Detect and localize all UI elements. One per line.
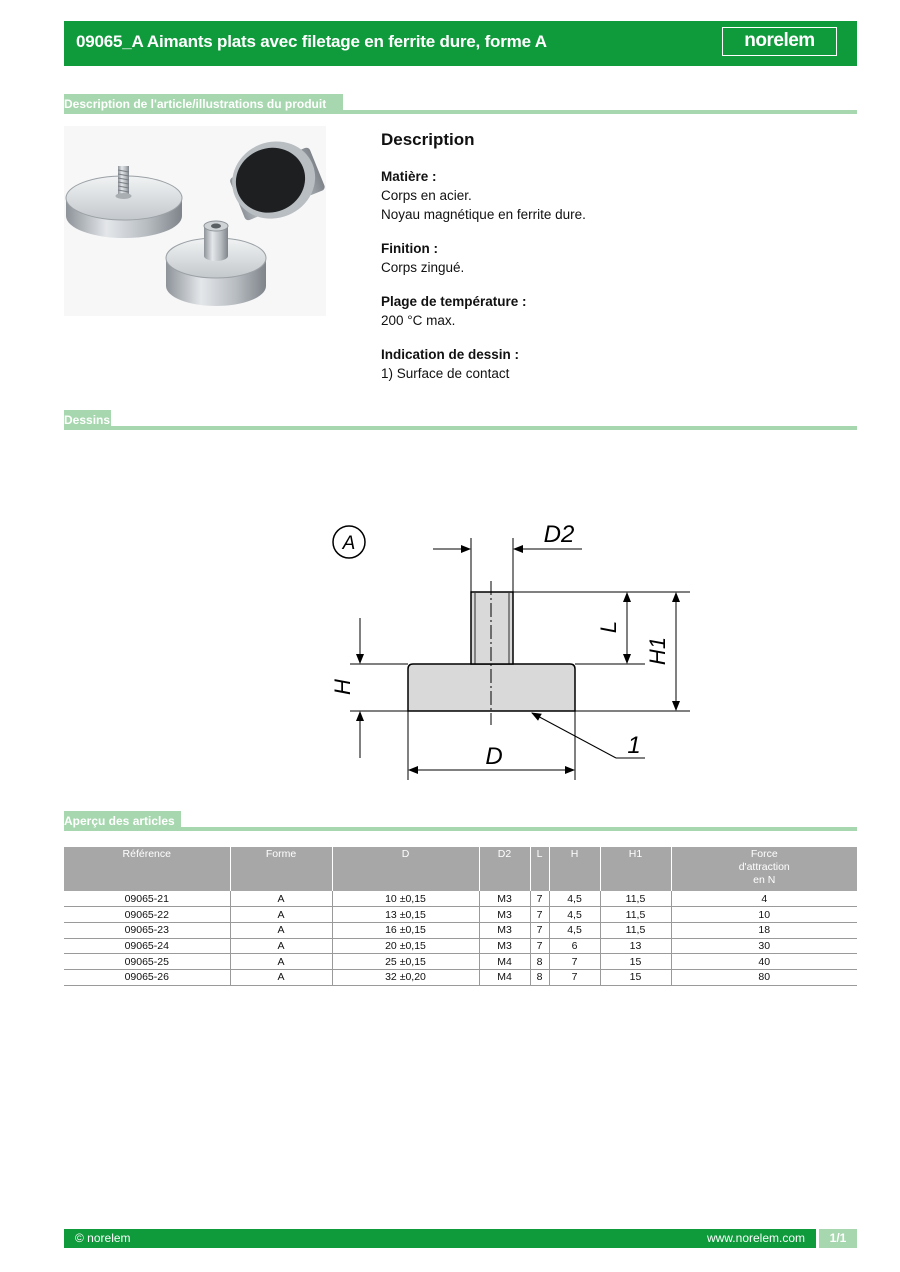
section-header-drawings xyxy=(64,410,857,430)
temperature-heading: Plage de température : xyxy=(381,294,527,309)
cell-h: 7 xyxy=(549,954,600,970)
material-heading: Matière : xyxy=(381,169,437,184)
page-footer xyxy=(64,1229,857,1248)
cell-form: A xyxy=(230,938,332,954)
section-header-articles xyxy=(64,811,857,831)
cell-d: 13 ±0,15 xyxy=(332,907,479,923)
cell-d: 32 ±0,20 xyxy=(332,969,479,985)
title-bar xyxy=(64,21,857,66)
cell-form: A xyxy=(230,891,332,907)
cell-reference: 09065-25 xyxy=(64,954,230,970)
column-header-form: Forme xyxy=(230,847,332,891)
section-rule xyxy=(64,426,857,430)
cell-l: 7 xyxy=(530,938,549,954)
copyright-text: © norelem xyxy=(75,1231,131,1245)
table-row xyxy=(64,938,857,954)
table-row xyxy=(64,891,857,907)
column-header-d: D xyxy=(332,847,479,891)
page-number: 1/1 xyxy=(819,1229,857,1248)
finish-block xyxy=(381,239,841,277)
norelem-logo: norelem xyxy=(722,27,837,56)
cell-d2: M4 xyxy=(479,954,530,970)
section-label: Aperçu des articles xyxy=(64,811,181,831)
cell-h: 4,5 xyxy=(549,891,600,907)
cell-reference: 09065-21 xyxy=(64,891,230,907)
table-row xyxy=(64,954,857,970)
section-rule xyxy=(64,827,857,831)
table-row xyxy=(64,922,857,938)
cell-h1: 11,5 xyxy=(600,922,671,938)
cell-form: A xyxy=(230,954,332,970)
threaded-stud xyxy=(471,592,513,664)
technical-drawing xyxy=(320,515,700,790)
table-row xyxy=(64,907,857,923)
cell-h: 4,5 xyxy=(549,922,600,938)
table-row xyxy=(64,969,857,985)
cell-d2: M3 xyxy=(479,891,530,907)
website-link[interactable]: www.norelem.com xyxy=(706,1231,805,1245)
cell-d: 25 ±0,15 xyxy=(332,954,479,970)
cell-reference: 09065-23 xyxy=(64,922,230,938)
drawing-note-line: 1) Surface de contact xyxy=(381,366,510,381)
description-title: Description xyxy=(381,130,475,149)
section-label: Description de l'article/illustrations du produit xyxy=(64,94,343,114)
cell-h1: 13 xyxy=(600,938,671,954)
cell-d: 20 ±0,15 xyxy=(332,938,479,954)
cell-force: 80 xyxy=(671,969,857,985)
cell-d: 16 ±0,15 xyxy=(332,922,479,938)
cell-force: 40 xyxy=(671,954,857,970)
cell-l: 8 xyxy=(530,954,549,970)
cell-d2: M3 xyxy=(479,938,530,954)
table-header-row xyxy=(64,847,857,891)
cell-h: 4,5 xyxy=(549,907,600,923)
cell-d2: M4 xyxy=(479,969,530,985)
page-title: 09065_A Aimants plats avec filetage en ferrite dure, forme A xyxy=(76,32,547,51)
column-header-force: Force d'attraction en N xyxy=(671,847,857,891)
finish-heading: Finition : xyxy=(381,241,438,256)
drawing-note-heading: Indication de dessin : xyxy=(381,347,520,362)
cell-l: 7 xyxy=(530,891,549,907)
cell-h: 7 xyxy=(549,969,600,985)
cell-l: 8 xyxy=(530,969,549,985)
cell-reference: 09065-26 xyxy=(64,969,230,985)
cell-d2: M3 xyxy=(479,922,530,938)
cell-h1: 15 xyxy=(600,954,671,970)
cell-form: A xyxy=(230,907,332,923)
finish-line: Corps zingué. xyxy=(381,260,465,275)
cell-h1: 15 xyxy=(600,969,671,985)
cell-force: 4 xyxy=(671,891,857,907)
drawing-note-block xyxy=(381,345,841,383)
temperature-line: 200 °C max. xyxy=(381,313,456,328)
description-panel xyxy=(381,130,841,398)
material-block xyxy=(381,167,841,224)
material-line: Corps en acier. xyxy=(381,188,472,203)
cell-h: 6 xyxy=(549,938,600,954)
column-header-l: L xyxy=(530,847,549,891)
section-header-description xyxy=(64,94,857,114)
column-header-h1: H1 xyxy=(600,847,671,891)
column-header-h: H xyxy=(549,847,600,891)
dim-d-label: D xyxy=(485,743,503,770)
dim-d2-label: D2 xyxy=(543,521,575,548)
cell-d: 10 ±0,15 xyxy=(332,891,479,907)
callout-label: 1 xyxy=(627,732,641,759)
column-header-reference: Référence xyxy=(64,847,230,891)
cell-d2: M3 xyxy=(479,907,530,923)
cell-l: 7 xyxy=(530,907,549,923)
cell-reference: 09065-22 xyxy=(64,907,230,923)
cell-l: 7 xyxy=(530,922,549,938)
dim-h1-label: H1 xyxy=(645,636,670,666)
dim-h-label: H xyxy=(330,679,355,695)
articles-table xyxy=(64,847,857,986)
cell-form: A xyxy=(230,969,332,985)
cell-h1: 11,5 xyxy=(600,891,671,907)
cell-reference: 09065-24 xyxy=(64,938,230,954)
cell-h1: 11,5 xyxy=(600,907,671,923)
product-photo xyxy=(64,126,326,316)
cell-force: 18 xyxy=(671,922,857,938)
temperature-block xyxy=(381,292,841,330)
cell-force: 10 xyxy=(671,907,857,923)
footer-bar xyxy=(64,1229,816,1248)
material-line: Noyau magnétique en ferrite dure. xyxy=(381,207,586,222)
column-header-d2: D2 xyxy=(479,847,530,891)
form-label: A xyxy=(342,533,356,554)
dim-l-label: L xyxy=(596,620,621,634)
section-label: Dessins xyxy=(64,410,111,430)
cell-form: A xyxy=(230,922,332,938)
cell-force: 30 xyxy=(671,938,857,954)
